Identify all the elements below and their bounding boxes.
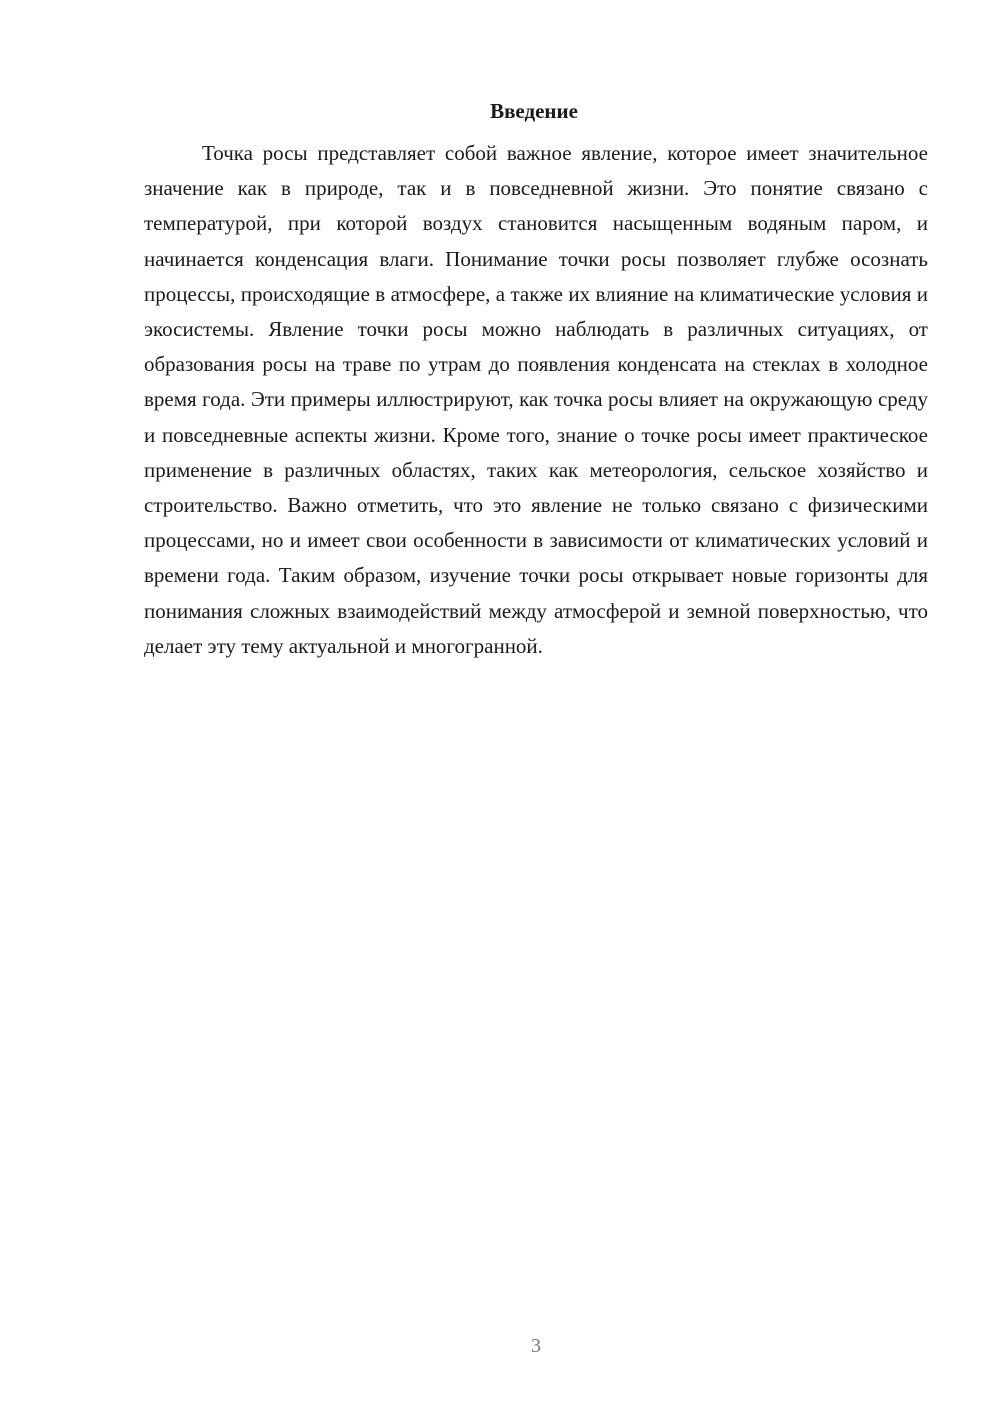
page-content [144, 96, 928, 664]
body-paragraph: Точка росы представляет собой важное явление, которое имеет значительное значение как в природе, так и в повседневной жизни. Это понятие связано с температурой, при которой воздух становится насыщенным водяным паром, и начинается конденсация влаги. Понимание точки росы позволяет глубже осознать процессы, происходящие в атмосфере, а также их влияние на климатические условия и экосистемы. Явление точки росы можно наблюдать в различных ситуациях, от образования росы на траве по утрам до появления конденсата на стеклах в холодное время года. Эти примеры иллюстрируют, как точка росы влияет на окружающую среду и повседневные аспекты жизни. Кроме того, знание о точке росы имеет практическое применение в различных областях, таких как метеорология, сельское хозяйство и строительство. Важно отметить, что это явление не только связано с физическими процессами, но и имеет свои особенности в зависимости от климатических условий и времени года. Таким образом, изучение точки росы открывает новые горизонты для понимания сложных взаимодействий между атмосферой и земной поверхностью, что делает эту тему актуальной и многогранной. [144, 141, 928, 658]
section-heading [144, 96, 928, 126]
page-number: 3 [531, 1335, 541, 1357]
section-heading-text: Введение [490, 99, 578, 123]
